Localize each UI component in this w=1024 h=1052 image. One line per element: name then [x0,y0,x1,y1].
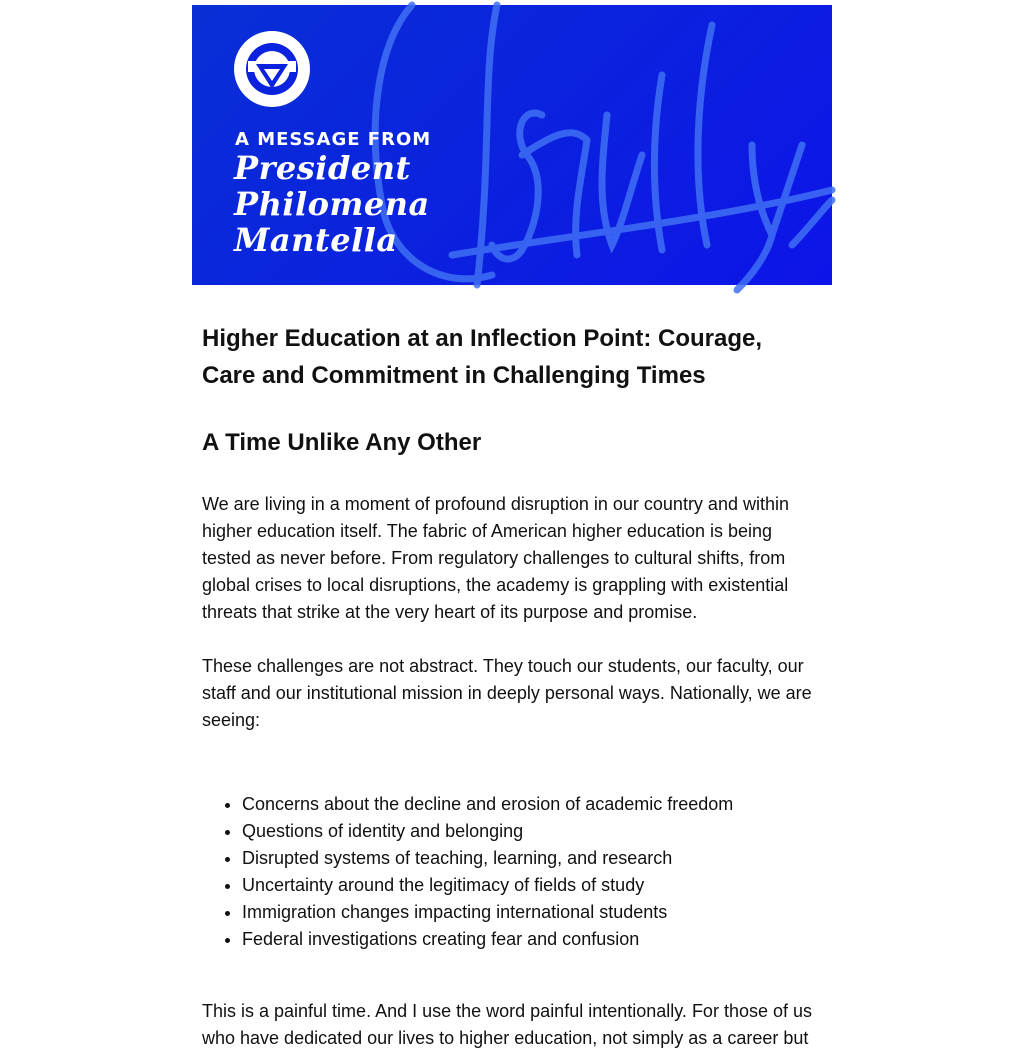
paragraph: This is a painful time. And I use the word painful intentionally. For those of us who have dedicated our lives to higher education, not simply as a career but [202,1001,812,1048]
list-item: • Immigration changes impacting international students [242,899,822,926]
list-item: • Disrupted systems of teaching, learning, and research [242,845,822,872]
list-item: • Federal investigations creating fear and confusion [242,926,822,953]
banner-name-line: Philomena [234,185,430,223]
university-logo-icon [234,31,310,107]
article-body [202,320,822,1052]
list-item: • Uncertainty around the legitimacy of fields of study [242,872,822,899]
list-item: • Concerns about the decline and erosion of academic freedom [242,791,822,818]
article-title: Higher Education at an Inflection Point: Courage, Care and Commitment in Challenging Times [202,325,763,389]
banner-name-line: President [234,149,411,187]
banner-name-line: Mantella [234,221,398,259]
paragraph: These challenges are not abstract. They touch our students, our faculty, our staff and our institutional mission in deeply personal ways. Nationally, we are seeing: [202,656,812,730]
list-item: • Questions of identity and belonging [242,818,822,845]
section-heading: A Time Unlike Any Other [202,429,482,456]
header-banner [192,5,832,285]
banner-eyebrow: A MESSAGE FROM [235,129,432,150]
paragraph: We are living in a moment of profound disruption in our country and within higher education itself. The fabric of American higher education is being tested as never before. From regulatory challenges to cultural shifts, from global crises to local disruptions, the academy is grappling with existential threats that strike at the very heart of its purpose and promise. [202,494,789,622]
challenges-list [202,791,822,953]
banner-president-name [234,150,430,258]
